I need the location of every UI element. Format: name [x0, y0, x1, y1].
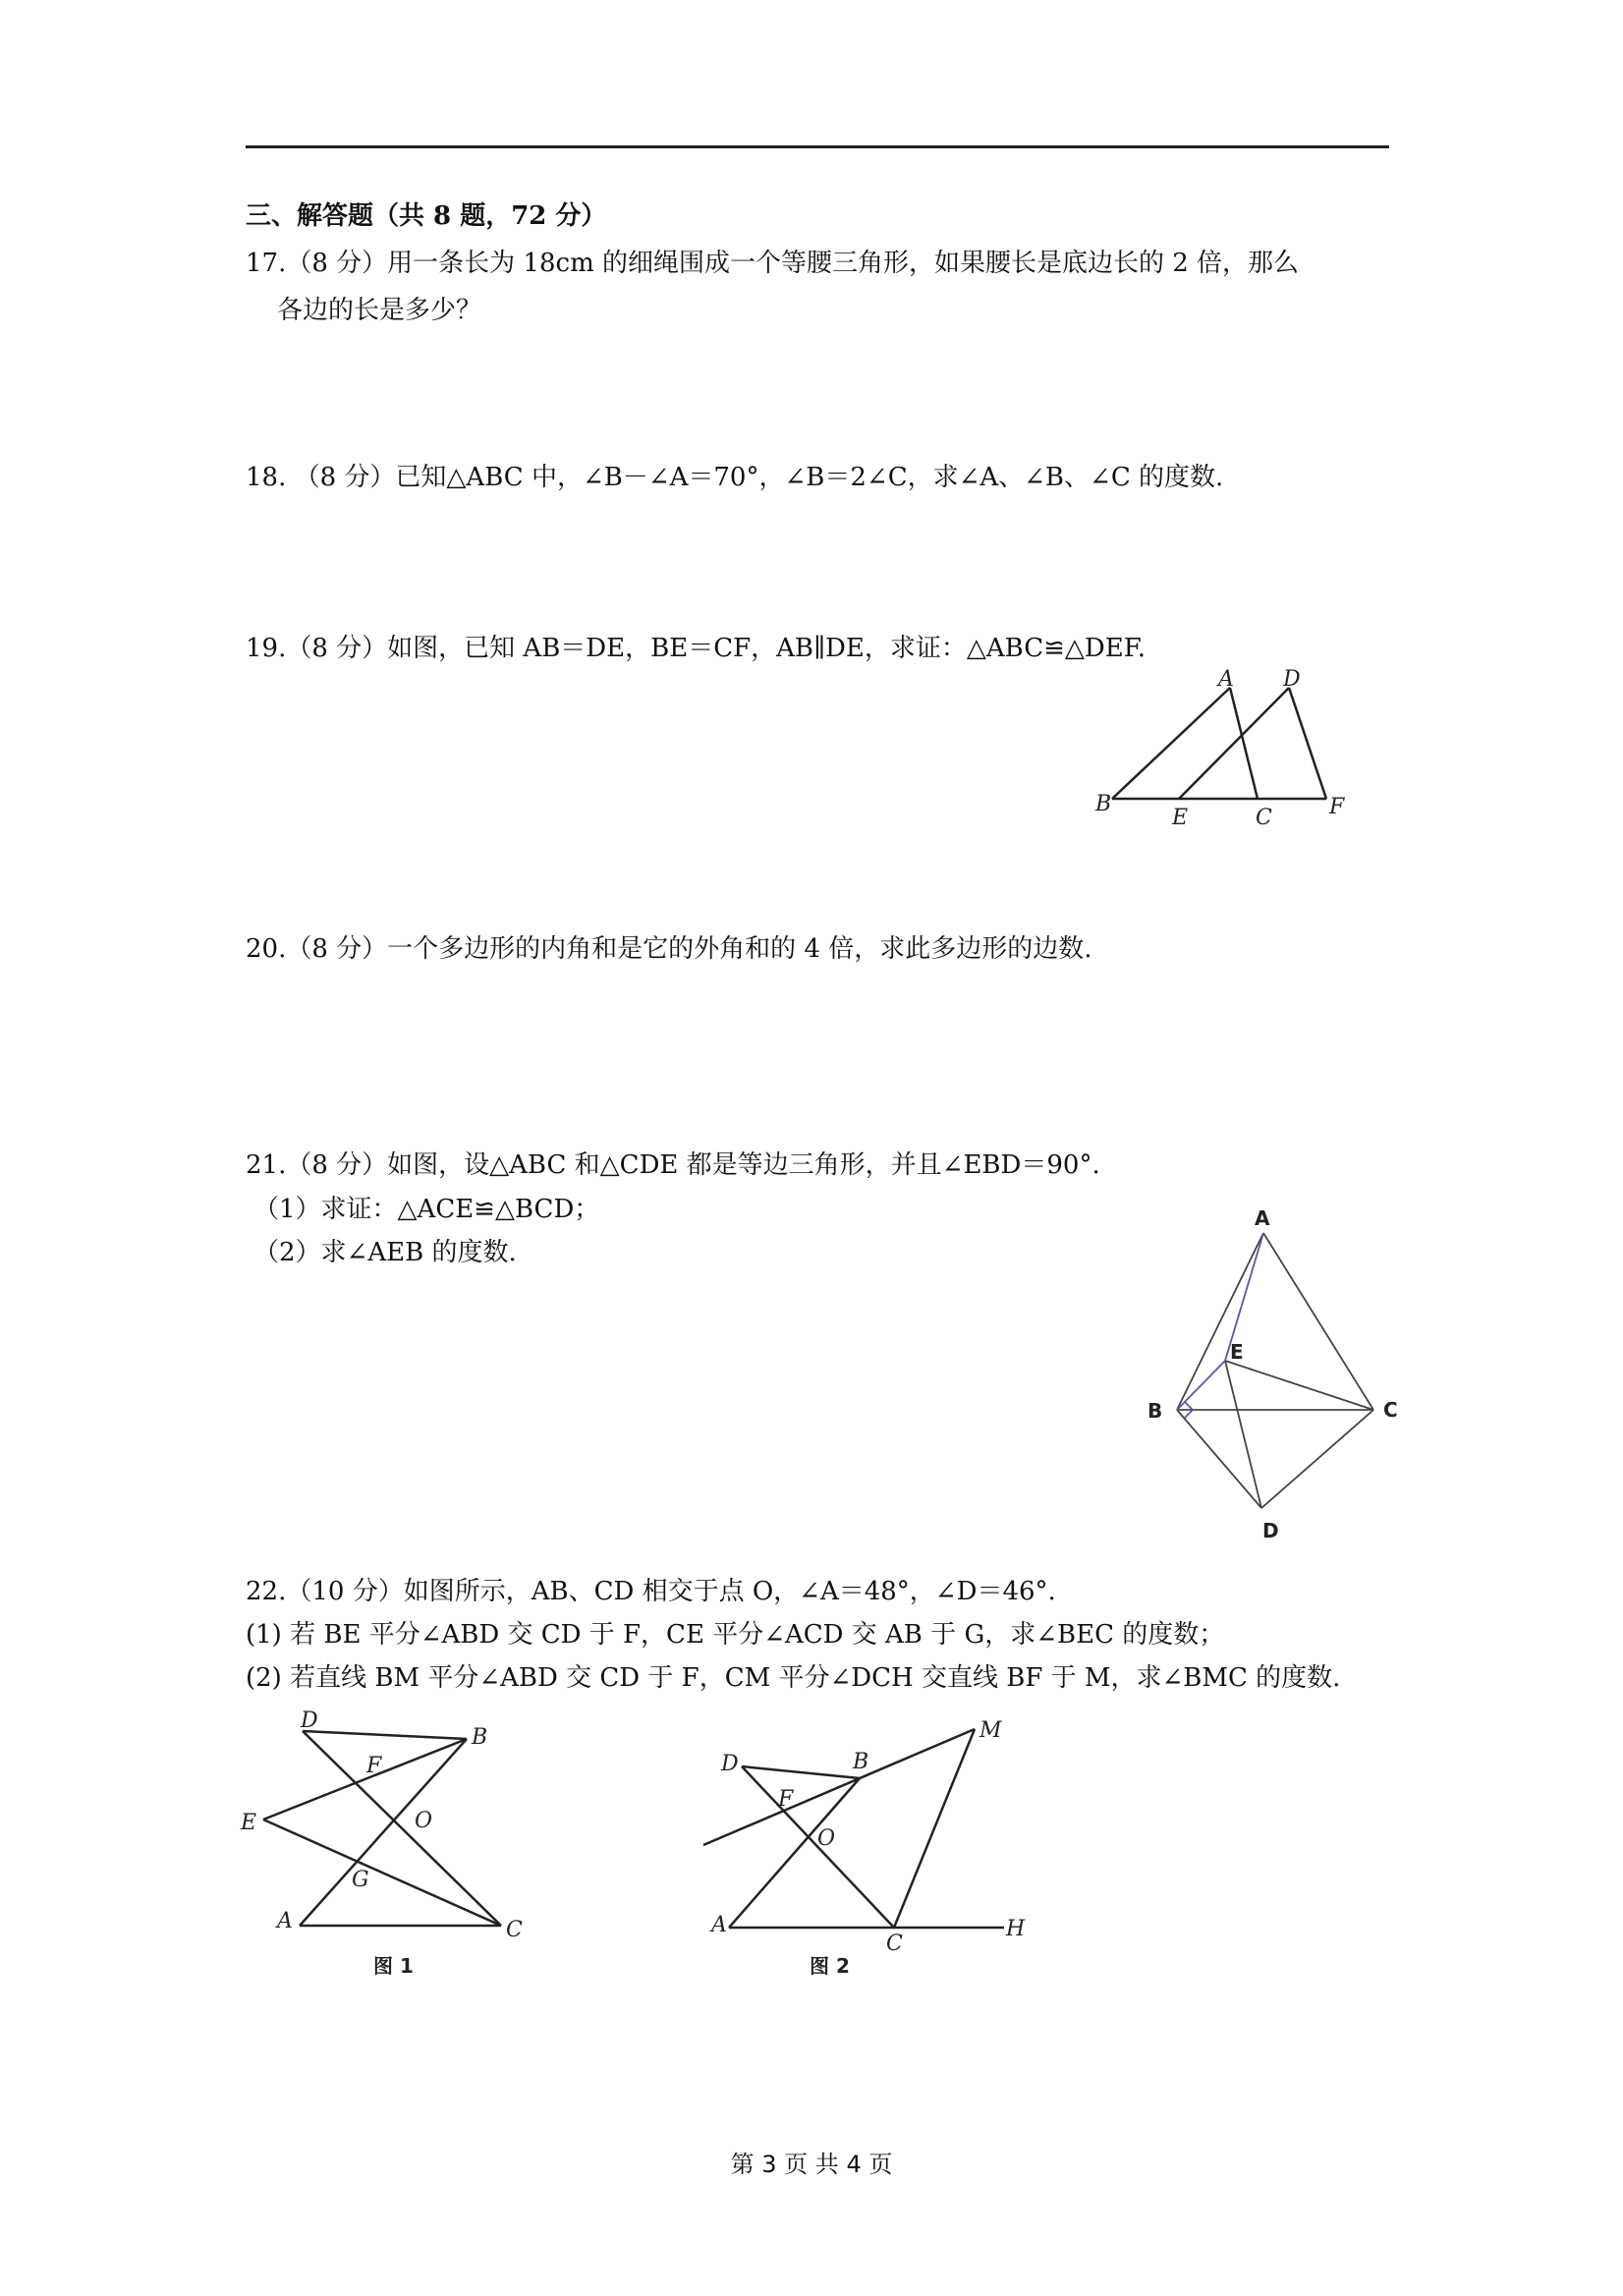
q21-text: 21.（8 分）如图，设△ABC 和△CDE 都是等边三角形，并且∠EBD＝90°. [246, 1150, 1100, 1180]
q21-line-ac [1263, 1233, 1373, 1410]
q17-text-line1: 17.（8 分）用一条长为 18cm 的细绳围成一个等腰三角形，如果腰长是底边长的 2 倍，那么 [246, 249, 1300, 278]
q19-label-e: E [1172, 806, 1189, 830]
q21-figure [1140, 1204, 1415, 1552]
fig1-label-d: D [301, 1708, 318, 1733]
q21-label-c: C [1383, 1398, 1398, 1422]
q21-sub1: （1）求证：△ACE≌△BCD； [253, 1195, 600, 1224]
q21-line-ab [1177, 1233, 1263, 1410]
fig1-label-a: A [277, 1909, 293, 1933]
q21-line-cd [1261, 1410, 1373, 1508]
fig2-label-b: B [853, 1750, 869, 1774]
fig2-line-ab [729, 1778, 860, 1928]
q21-label-b: B [1147, 1399, 1163, 1423]
q19-line-ab [1112, 688, 1230, 799]
fig2-label-c: C [886, 1932, 903, 1956]
fig2-caption: 图 2 [810, 1954, 850, 1978]
fig2-label-h: H [1006, 1917, 1026, 1941]
fig1-line-dc [303, 1731, 501, 1926]
q21-line-ec [1225, 1361, 1373, 1410]
q22-sub1: (1) 若 BE 平分∠ABD 交 CD 于 F，CE 平分∠ACD 交 AB 于 G，求∠BEC 的度数； [246, 1620, 1225, 1650]
fig2-line-db [742, 1766, 860, 1778]
fig1-line-ab [300, 1739, 467, 1926]
q19-label-d: D [1283, 667, 1301, 692]
q22-figure-2 [688, 1709, 1032, 1994]
q17-text-line2: 各边的长是多少？ [277, 296, 482, 325]
q21-label-d: D [1262, 1519, 1279, 1542]
q22-sub2: (2) 若直线 BM 平分∠ABD 交 CD 于 F，CM 平分∠DCH 交直线 BF 于 M，求∠BMC 的度数. [246, 1663, 1341, 1693]
q22-text: 22.（10 分）如图所示，AB、CD 相交于点 O，∠A＝48°，∠D＝46°. [246, 1577, 1056, 1606]
q22-figure-1 [236, 1709, 560, 1994]
q18-text: 18. （8 分）已知△ABC 中，∠B－∠A＝70°，∠B＝2∠C，求∠A、∠B、∠C 的度数. [246, 463, 1224, 492]
fig1-label-f: F [366, 1754, 382, 1778]
fig1-label-b: B [472, 1725, 488, 1750]
q19-text: 19.（8 分）如图，已知 AB＝DE，BE＝CF，AB∥DE，求证：△ABC≌△DEF. [246, 634, 1146, 663]
fig1-line-eb [263, 1739, 467, 1820]
q20-text: 20.（8 分）一个多边形的内角和是它的外角和的 4 倍，求此多边形的边数. [246, 934, 1092, 964]
fig1-line-ec [263, 1820, 501, 1926]
fig2-label-d: D [721, 1752, 739, 1776]
fig2-label-o: O [817, 1826, 836, 1851]
q19-label-f: F [1329, 795, 1345, 819]
q19-label-a: A [1218, 667, 1234, 692]
q21-line-be [1177, 1361, 1225, 1410]
fig1-label-g: G [352, 1868, 369, 1892]
q19-line-df [1289, 688, 1326, 799]
fig1-label-e: E [241, 1811, 257, 1835]
fig2-label-m: M [979, 1718, 1002, 1743]
q21-sub2: （2）求∠AEB 的度数. [253, 1238, 517, 1267]
q21-label-e: E [1230, 1340, 1244, 1364]
header-rule [246, 145, 1389, 148]
q21-label-a: A [1255, 1206, 1270, 1230]
q19-figure [1091, 668, 1356, 835]
fig1-caption: 图 1 [373, 1954, 414, 1978]
fig1-label-c: C [506, 1918, 523, 1942]
fig2-label-a: A [711, 1913, 727, 1937]
q19-label-c: C [1256, 806, 1272, 830]
section-heading: 三、解答题（共 8 题，72 分） [246, 201, 607, 231]
q19-label-b: B [1095, 792, 1112, 816]
page-footer: 第 3 页 共 4 页 [730, 2151, 893, 2178]
fig1-label-o: O [415, 1809, 433, 1833]
fig2-label-f: F [778, 1787, 794, 1812]
fig1-line-db [303, 1731, 467, 1739]
